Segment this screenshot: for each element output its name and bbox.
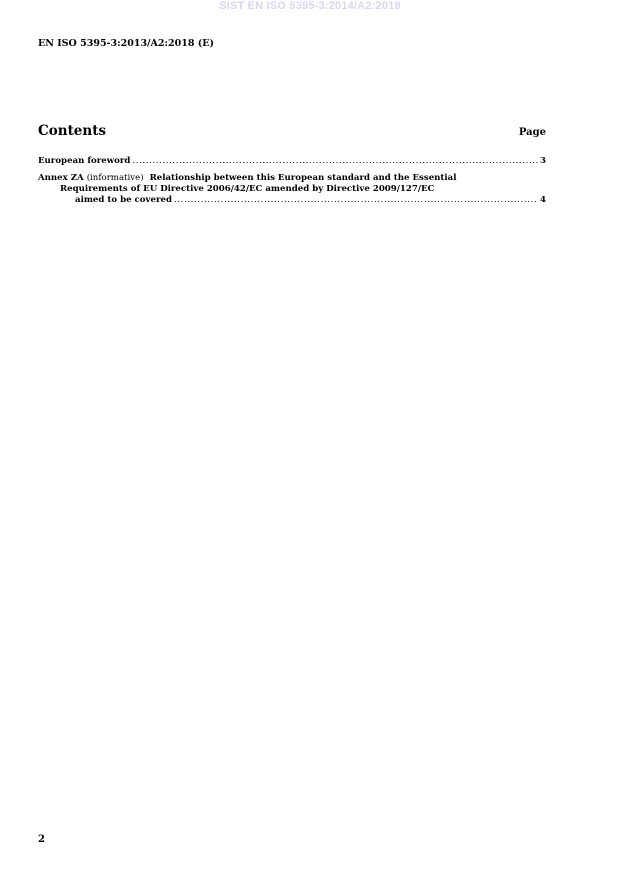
page-number: 2 xyxy=(38,834,45,845)
annex-qualifier: (informative) xyxy=(86,173,144,183)
annex-prefix[interactable]: Annex ZA xyxy=(38,173,84,183)
toc-leader-dots xyxy=(132,156,538,167)
watermark-text: SIST EN ISO 5395-3:2014/A2:2018 xyxy=(219,0,401,12)
table-of-contents xyxy=(38,156,546,212)
annex-title-line-2[interactable]: Requirements of EU Directive 2006/42/EC amended by Directive 2009/127/EC xyxy=(60,184,435,194)
toc-leader-dots xyxy=(174,195,538,206)
toc-entry-annex-za[interactable] xyxy=(38,173,546,206)
page-column-label: Page xyxy=(518,127,546,138)
contents-title: Contents xyxy=(38,123,107,139)
toc-entry-page: 3 xyxy=(540,156,546,166)
annex-title-line-1[interactable]: Relationship between this European standard and the Essential xyxy=(149,173,457,183)
contents-header xyxy=(38,123,546,139)
toc-entry-title[interactable]: European foreword xyxy=(38,156,131,166)
annex-title-line-3[interactable]: aimed to be covered xyxy=(75,195,172,205)
document-reference: EN ISO 5395-3:2013/A2:2018 (E) xyxy=(38,38,214,49)
toc-entry-page: 4 xyxy=(540,195,546,205)
toc-entry-european-foreword[interactable] xyxy=(38,156,546,167)
